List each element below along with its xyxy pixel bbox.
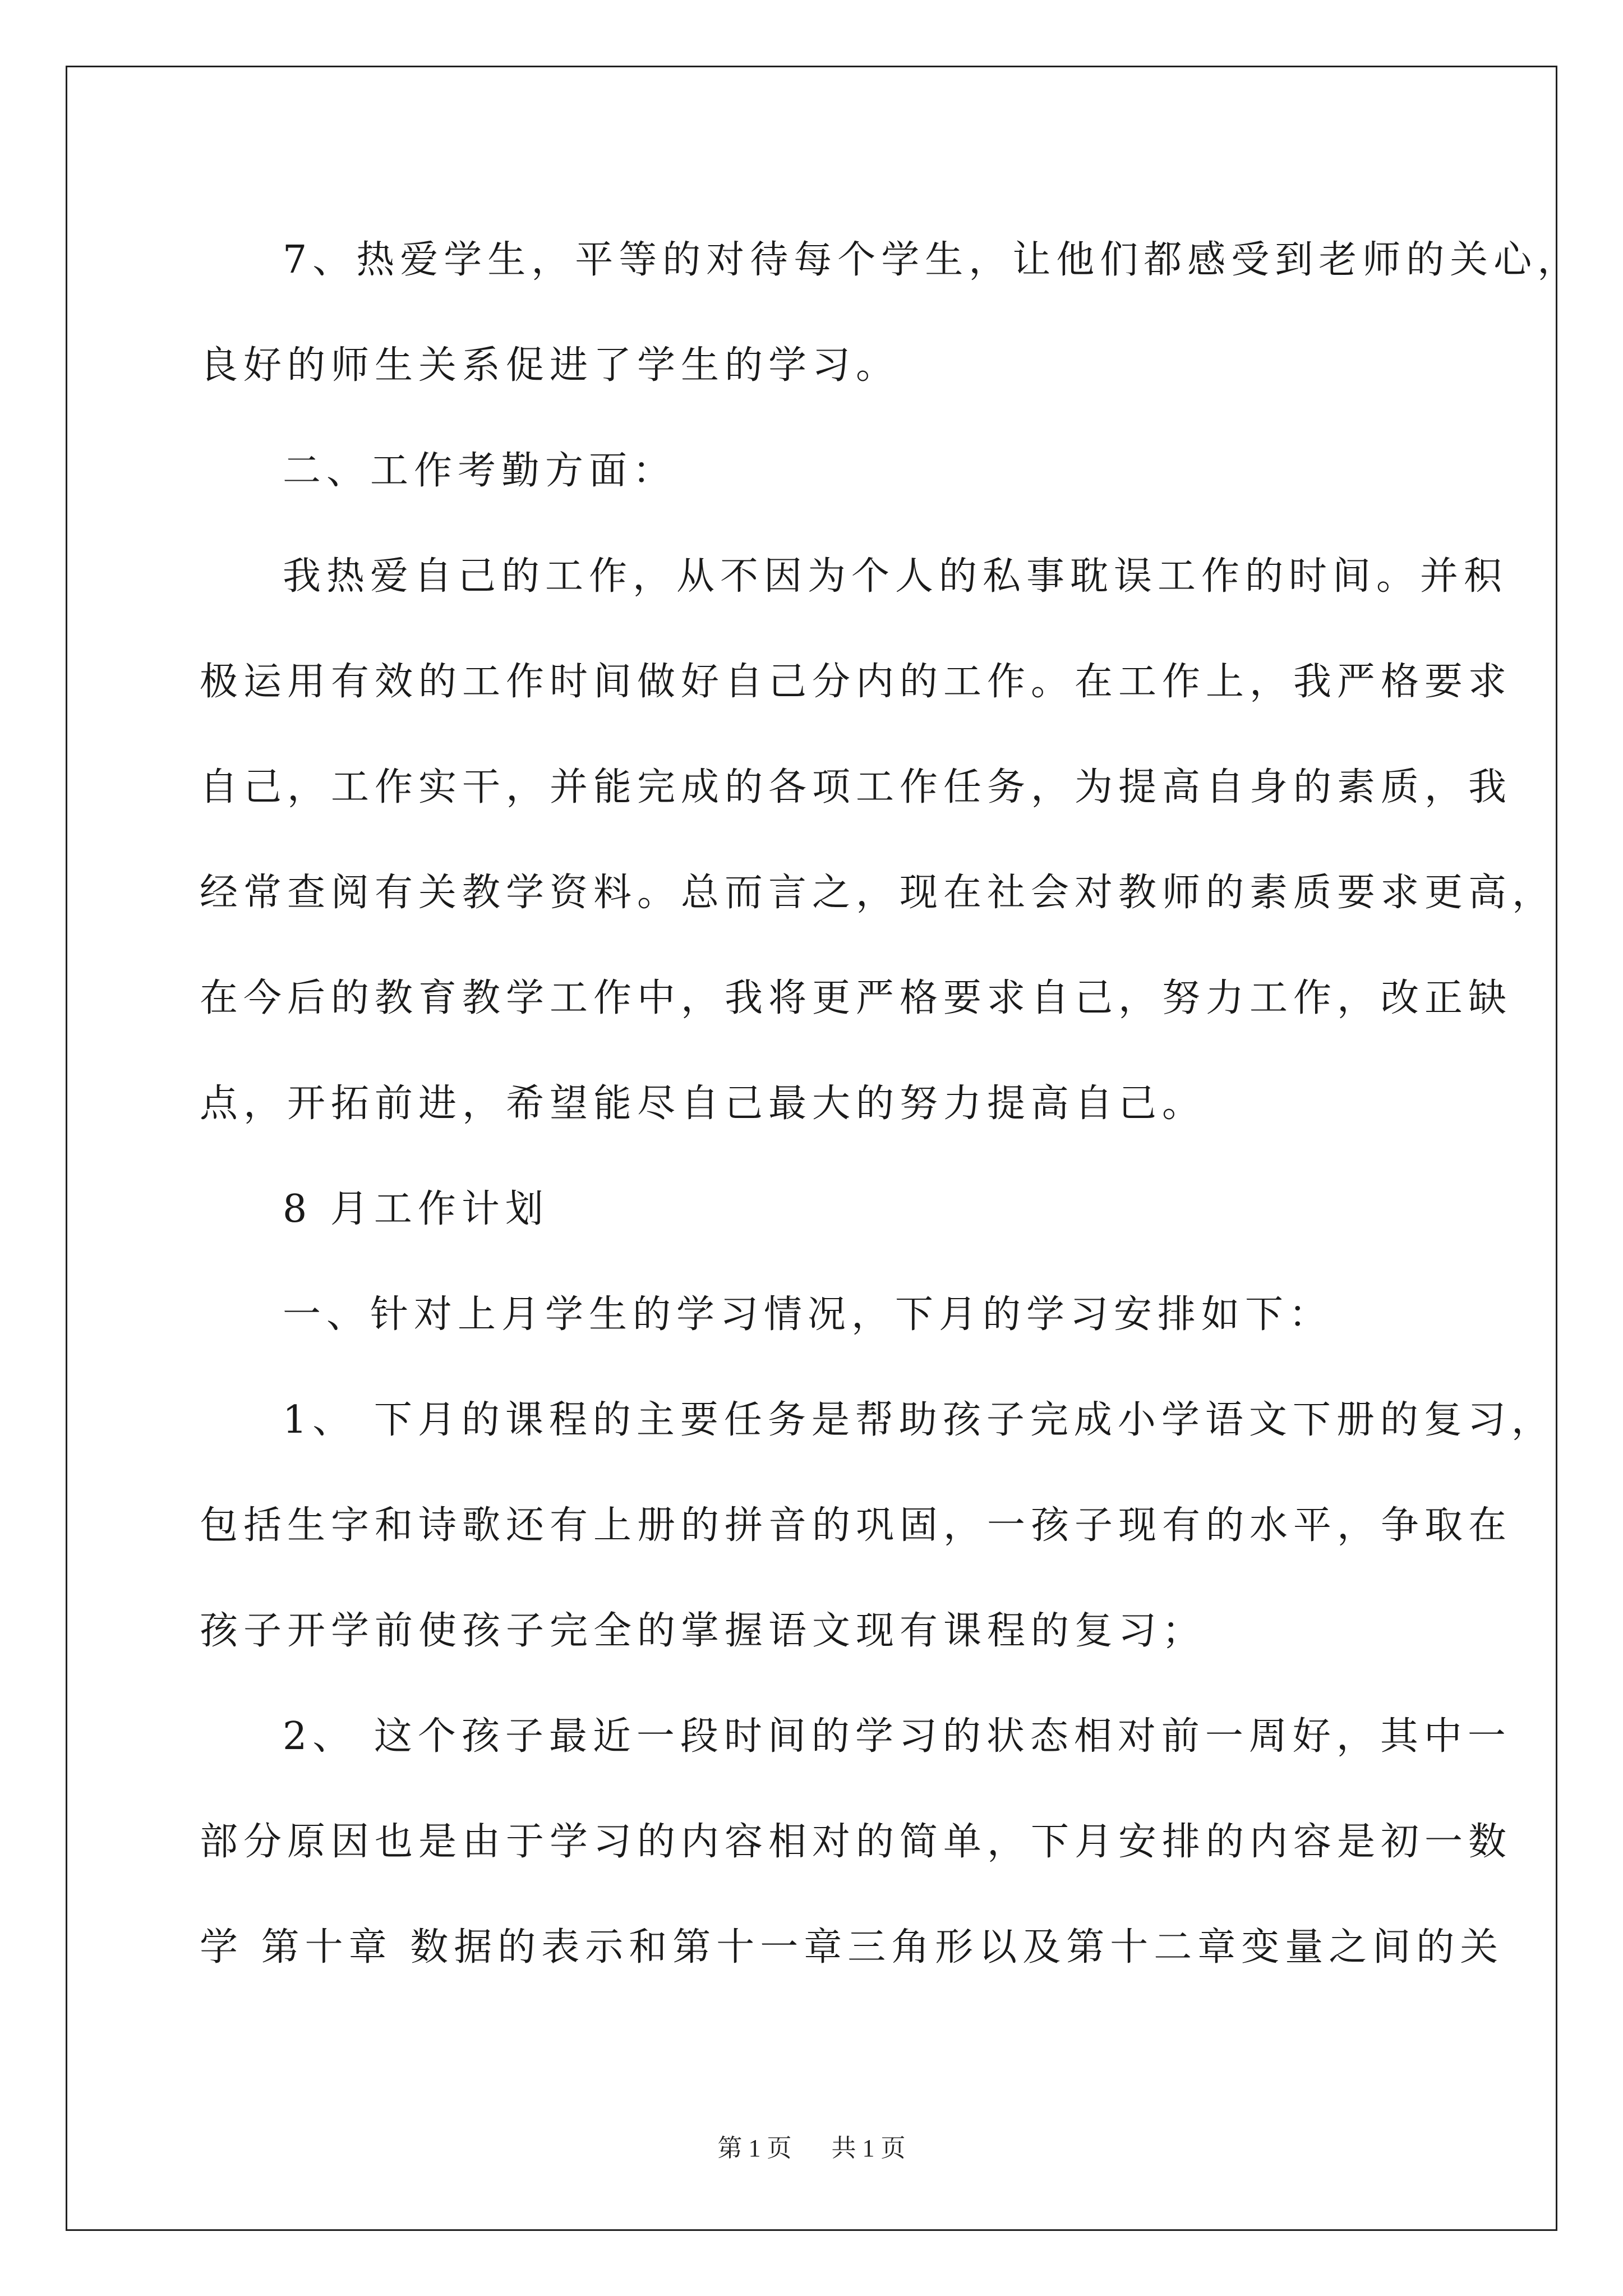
- text-line: 学 第十章 数据的表示和第十一章三角形以及第十二章变量之间的关: [200, 1925, 1504, 1970]
- text-line: 1、 下月的课程的主要任务是帮助孩子完成小学语文下册的复习，: [283, 1398, 1555, 1442]
- page-number: 第 1 页: [717, 2134, 792, 2162]
- text-line: 7、热爱学生，平等的对待每个学生，让他们都感受到老师的关心，: [283, 238, 1581, 282]
- section-heading: 二、工作考勤方面：: [283, 449, 677, 493]
- text-line: 点，开拓前进，希望能尽自己最大的努力提高自己。: [200, 1082, 1206, 1126]
- text-line: 自己，工作实干，并能完成的各项工作任务，为提高自身的素质，我: [200, 765, 1513, 809]
- document-body: [200, 208, 1581, 2000]
- text-line: 孩子开学前使孩子完全的掌握语文现有课程的复习；: [200, 1609, 1206, 1653]
- section-heading: 一、针对上月学生的学习情况，下月的学习安排如下：: [283, 1292, 1333, 1337]
- text-line: 部分原因也是由于学习的内容相对的简单，下月安排的内容是初一数: [200, 1820, 1513, 1864]
- text-line: 我热爱自己的工作，从不因为个人的私事耽误工作的时间。并积: [283, 554, 1508, 599]
- page-total: 共 1 页: [831, 2134, 906, 2162]
- text-line: 包括生字和诗歌还有上册的拼音的巩固，一孩子现有的水平，争取在: [200, 1503, 1513, 1548]
- text-line: 在今后的教育教学工作中，我将更严格要求自己，努力工作，改正缺: [200, 976, 1513, 1020]
- text-line: 良好的师生关系促进了学生的学习。: [200, 343, 900, 388]
- text-line: 极运用有效的工作时间做好自己分内的工作。在工作上，我严格要求: [200, 660, 1513, 704]
- text-line: 2、 这个孩子最近一段时间的学习的状态相对前一周好，其中一: [283, 1714, 1511, 1759]
- plan-title: 8 月工作计划: [283, 1187, 549, 1231]
- page-footer: [0, 2132, 1623, 2165]
- text-line: 经常查阅有关教学资料。总而言之，现在社会对教师的素质要求更高，: [200, 871, 1556, 915]
